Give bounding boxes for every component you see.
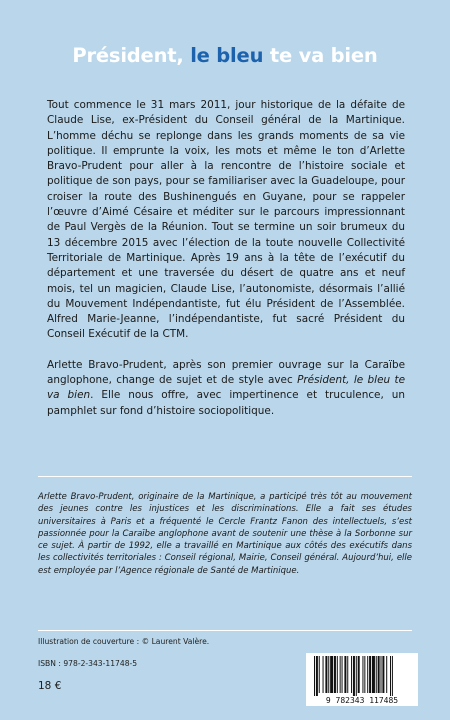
barcode-bar <box>356 656 357 696</box>
barcode <box>306 653 418 706</box>
summary-paragraph-1: Tout commence le 31 mars 2011, jour historique de la défaite de Claude Lise, ex-Président du Conseil général de la Martinique. L’homme déchu se replonge dans les grands moments de sa vie politique. Il emprunte la voix, les mots et même le ton d’Arlette Bravo-Prudent pour aller à la rencontre de l’histoire sociale et politique de son pays, pour se familiariser avec la Guadeloupe, pour croiser la route des Bushinengués en Guyane, pour se rappeler l’œuvre d’Aimé Césaire et méditer sur le parcours impressionnant de Paul Vergès de la Réunion. Tout se termine un soir brumeux du 13 décembre 2015 avec l’élection de la toute nouvelle Collectivité Territoriale de Martinique. Après 19 ans à la tête de l’exécutif du département et une traversée du désert de quatre ans et neuf mois, tel un magicien, Claude Lise, l’autonomiste, désormais l’allié du Mouvement Indépendantiste, fut élu Président de l’Assemblée. Alfred Marie-Jeanne, l’indépendantiste, fut sacré Président du Conseil Exécutif de la CTM. <box>47 99 405 341</box>
barcode-bar <box>390 656 391 696</box>
title-part-3: te va bien <box>269 44 378 67</box>
barcode-bar <box>369 656 371 693</box>
back-cover-summary <box>47 98 405 419</box>
barcode-bar <box>347 656 348 693</box>
title-part-1: Président, <box>72 44 184 67</box>
barcode-bar <box>351 656 352 693</box>
price: 18 € <box>38 680 62 692</box>
summary-paragraph-2-after: . Elle nous offre, avec impertinence et truculence, un pamphlet sur fond d’histoire sociopolitique. <box>47 389 406 417</box>
barcode-bar <box>364 656 365 693</box>
barcode-bar <box>323 656 324 693</box>
summary-paragraph-2 <box>47 358 405 419</box>
barcode-bar <box>337 656 338 693</box>
barcode-bar <box>376 656 377 693</box>
author-bio: Arlette Bravo-Prudent, originaire de la Martinique, a participé très tôt au mouvement des jeunes contre les injustices et les discriminations. Elle a fait ses études universitaires à Paris et a fréquenté le Cercle Frantz Fanon des intellectuels, s’est passionnée pour la Caraïbe anglophone avant de soutenir une thèse à la Sorbonne sur ce sujet. À partir de 1992, elle a travaillé en Martinique aux côtés des exécutifs dans les collectivités territoriales : Conseil régional, Mairie, Conseil général. Aujourd’hui, elle est employée par l’Agence régionale de Santé de Martinique. <box>38 492 412 576</box>
title-part-2-accent: le bleu <box>190 44 264 67</box>
barcode-bar <box>328 656 329 693</box>
summary-paragraph-2-before: Arlette Bravo-Prudent, après son premier ouvrage sur la Caraïbe anglophone, change de sujet et de style avec <box>47 358 405 387</box>
summary-book-title-italic: Président, le bleu te va bien <box>47 374 405 402</box>
barcode-bar <box>362 656 363 693</box>
barcode-bar <box>381 656 382 693</box>
book-title <box>0 44 450 67</box>
barcode-bar <box>372 656 375 693</box>
barcode-bars-icon <box>306 653 418 706</box>
barcode-digits: 9 782343 117485 <box>325 696 399 705</box>
barcode-bar <box>316 656 318 696</box>
barcode-bar <box>342 656 343 693</box>
isbn: ISBN : 978-2-343-11748-5 <box>38 659 138 668</box>
barcode-bar <box>382 656 384 693</box>
barcode-bar <box>334 656 336 693</box>
divider-top <box>38 476 412 477</box>
divider-bottom <box>38 630 412 631</box>
barcode-bar <box>319 656 320 693</box>
barcode-bar <box>330 656 333 693</box>
barcode-bar <box>325 656 327 693</box>
barcode-bar <box>367 656 368 693</box>
barcode-bar <box>392 656 393 696</box>
illustration-credit: Illustration de couverture : © Laurent Valère. <box>38 637 210 646</box>
barcode-bar <box>386 656 387 693</box>
barcode-bar <box>353 656 355 696</box>
barcode-bar <box>314 656 315 696</box>
barcode-bar <box>378 656 380 693</box>
barcode-bar <box>344 656 346 693</box>
barcode-bar <box>340 656 341 693</box>
barcode-bar <box>358 656 360 693</box>
